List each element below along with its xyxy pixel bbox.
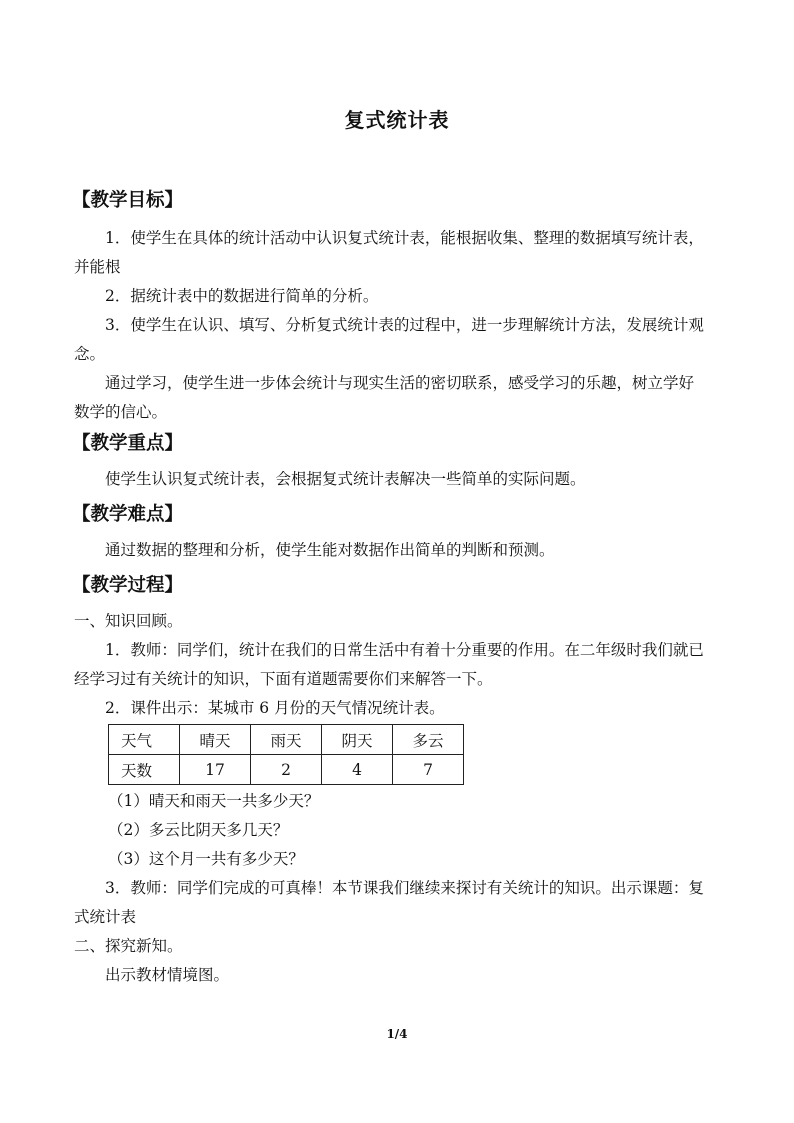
process-item-2: 2．课件出示：某城市 6 月份的天气情况统计表。 <box>105 699 445 717</box>
page-title: 复式统计表 <box>344 108 450 132</box>
goals-paragraph-2: 2．据统计表中的数据进行简单的分析。 <box>105 287 379 305</box>
process-heading: 【教学过程】 <box>72 575 184 596</box>
difficulties-paragraph: 通过数据的整理和分析，使学生能对数据作出简单的判断和预测。 <box>105 541 555 559</box>
process-part2-paragraph: 出示教材情境图。 <box>105 966 230 984</box>
goals-paragraph-3-continued: 念。 <box>74 345 106 363</box>
page-number: 1/4 <box>386 1027 408 1041</box>
question-3: （3）这个月一共有多少天？ <box>108 850 304 868</box>
document-body <box>74 184 722 990</box>
process-item-1-continued: 经学习过有关统计的知识，下面有道题需要你们来解答一下。 <box>74 670 493 688</box>
table-cell: 17 <box>180 755 251 785</box>
table-header-cell: 多云 <box>393 725 464 755</box>
table-header-cell: 阴天 <box>322 725 393 755</box>
table-header-cell: 天气 <box>109 725 180 755</box>
goals-paragraph-3: 3．使学生在认识、填写、分析复式统计表的过程中，进一步理解统计方法，发展统计观 <box>105 316 704 334</box>
table-row <box>109 755 464 785</box>
table-header-row <box>109 725 464 755</box>
goals-paragraph-1: 1．使学生在具体的统计活动中认识复式统计表，能根据收集、整理的数据填写统计表， <box>105 229 704 247</box>
goals-paragraph-1-continued: 并能根 <box>74 258 121 276</box>
table-header-cell: 雨天 <box>251 725 322 755</box>
question-1: （1）晴天和雨天一共多少天？ <box>108 792 320 810</box>
question-2: （2）多云比阴天多几天？ <box>108 821 289 839</box>
weather-statistics-table <box>108 724 464 785</box>
key-points-paragraph: 使学生认识复式统计表，会根据复式统计表解决一些简单的实际问题。 <box>105 470 586 488</box>
table-cell: 7 <box>393 755 464 785</box>
process-part2-title: 二、探究新知。 <box>74 937 183 955</box>
key-points-heading: 【教学重点】 <box>72 433 184 454</box>
process-item-1: 1．教师：同学们，统计在我们的日常生活中有着十分重要的作用。在二年级时我们就已 <box>105 641 704 659</box>
table-cell: 天数 <box>109 755 180 785</box>
goals-heading: 【教学目标】 <box>72 190 184 211</box>
table-header-cell: 晴天 <box>180 725 251 755</box>
table-cell: 2 <box>251 755 322 785</box>
process-item-3-continued: 式统计表 <box>74 908 137 926</box>
table-cell: 4 <box>322 755 393 785</box>
goals-paragraph-4-continued: 数学的信心。 <box>74 403 168 421</box>
process-item-3: 3．教师：同学们完成的可真棒！本节课我们继续来探讨有关统计的知识。出示课题：复 <box>105 879 704 897</box>
difficulties-heading: 【教学难点】 <box>72 504 184 525</box>
process-part1-title: 一、知识回顾。 <box>74 612 183 630</box>
goals-paragraph-4: 通过学习，使学生进一步体会统计与现实生活的密切联系，感受学习的乐趣，树立学好 <box>105 374 695 392</box>
